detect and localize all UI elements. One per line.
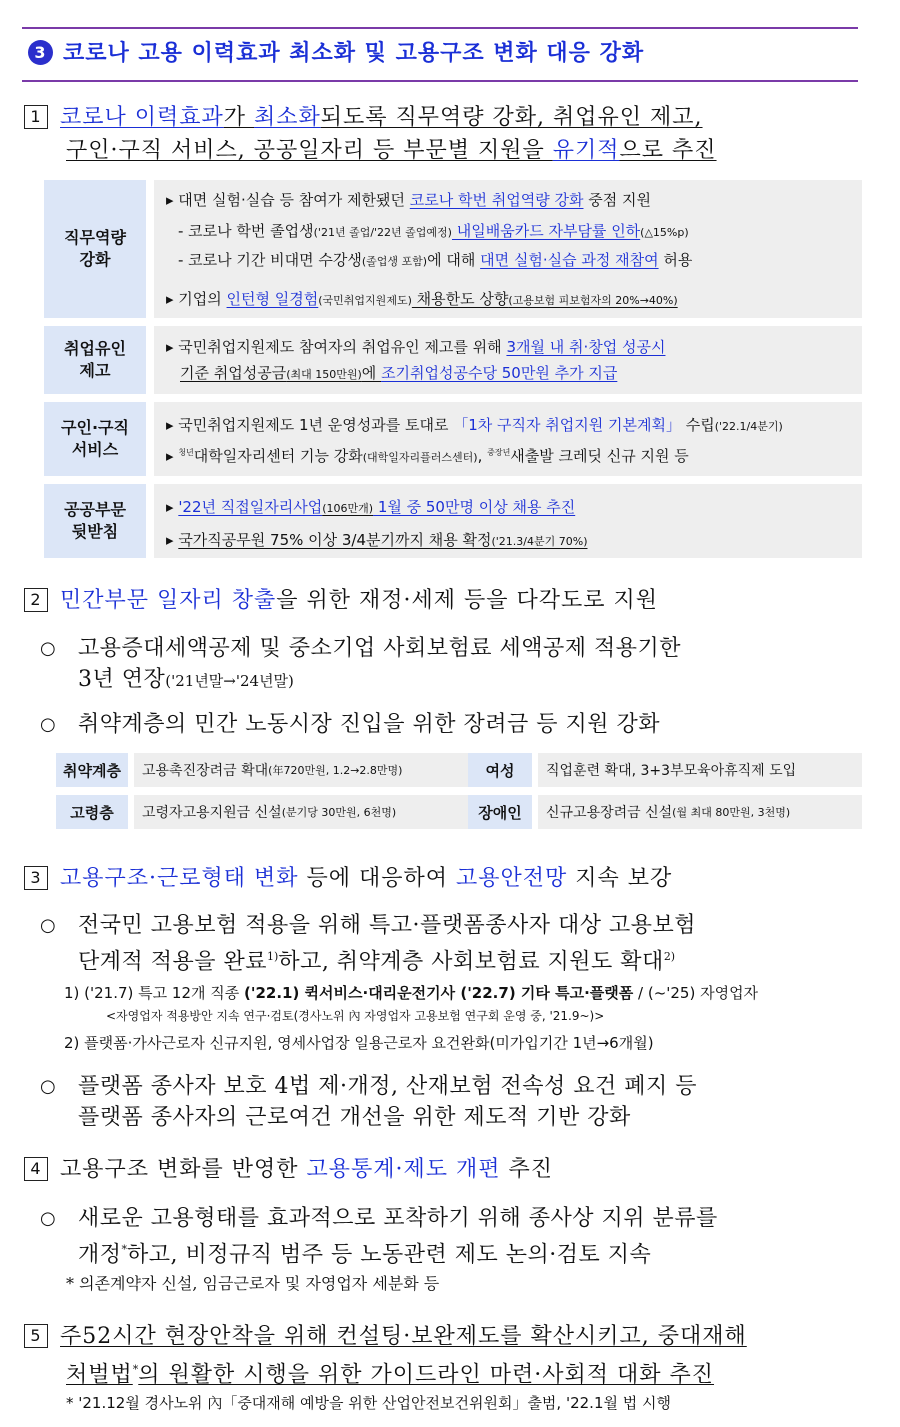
footnote: * '21.12월 경사노위 內「중대재해 예방을 위한 산업안전보건위원회」출범, '22.1월 법 시행	[66, 1394, 671, 1412]
text: 2) 플랫폼·가사근로자 신규지원, 영세사업장 일용근로자 요건완화(미가입기간 1년→6개월)	[64, 1034, 654, 1052]
text: ,	[477, 447, 488, 465]
superscript: *	[121, 1243, 128, 1256]
text: ▸ 국민취업지원제도 참여자의 취업유인 제고를 위해	[166, 338, 507, 356]
bullet-circle-icon: ○	[40, 1076, 57, 1097]
row-label	[44, 484, 146, 558]
highlight: 유기적	[552, 138, 620, 163]
small-text: (최대 150만원)	[286, 368, 362, 381]
text: 하고, 취약계층 사회보험료 지원도 확대	[278, 949, 664, 975]
superscript: *	[132, 1363, 139, 1376]
item-3	[24, 862, 864, 895]
highlight: '22년 직접일자리사업	[178, 498, 323, 516]
line	[180, 362, 617, 383]
small-text: ('21년말→'24년말)	[165, 672, 294, 690]
bullet	[40, 633, 864, 697]
small-text: (△15%p)	[640, 226, 689, 239]
small-text: ('21년 졸업/'22년 졸업예정)	[313, 226, 452, 239]
text: 하고, 비정규직 범주 등 노동관련 제도 논의·검토 지속	[127, 1242, 652, 1268]
text: 지속 보강	[567, 866, 673, 891]
line	[166, 529, 588, 550]
line	[166, 288, 678, 309]
bullet-circle-icon: ○	[40, 915, 57, 936]
text: 주52시간 현장안착을 위해 컨설팅·보완제도를 확산시키고, 중대재해	[60, 1324, 747, 1349]
line	[166, 414, 783, 435]
bullet	[40, 1071, 864, 1133]
small-text: (年720만원, 1.2→2.8만명)	[268, 764, 403, 777]
group-label: 여성	[468, 753, 532, 787]
row-label-text: 구인·구직 서비스	[61, 418, 129, 459]
text: 에	[361, 364, 382, 382]
text: 국가직공무원 75% 이상 3/4분기까지 채용 확정	[178, 531, 492, 549]
small-text: (고용보험 피보험자의 20%→40%)	[508, 294, 678, 307]
text: 단계적 적용을 완료	[78, 949, 268, 975]
text: 대학일자리센터 기능 강화	[193, 447, 363, 465]
text: 기준 취업성공금	[180, 364, 287, 382]
text: 고용구조 변화를 반영한	[60, 1157, 307, 1182]
group-content	[134, 795, 468, 829]
item-number-box: 1	[24, 105, 48, 129]
text: 3년 연장	[78, 667, 166, 692]
text: 되도록 직무역량 강화, 취업유인 제고,	[320, 105, 703, 130]
item-5	[24, 1320, 864, 1391]
highlight: 고용구조·근로형태 변화	[60, 866, 299, 891]
table-row	[44, 402, 862, 476]
row-content	[154, 402, 862, 476]
superscript: 2)	[663, 950, 676, 963]
small-text: (졸업생 포함)	[361, 255, 428, 268]
highlight: 1월 중 50만명 이상 채용 추진	[373, 498, 576, 516]
text: 에 대해	[427, 251, 481, 269]
footnote: * 의존계약자 신설, 임금근로자 및 자영업자 세분화 등	[66, 1274, 440, 1293]
item-2	[24, 584, 864, 617]
footnote	[64, 982, 864, 1055]
text: 새로운 고용형태를 효과적으로 포착하기 위해 종사상 지위 분류를	[78, 1206, 718, 1231]
target-group-grid	[56, 753, 862, 829]
text: 허용	[658, 251, 693, 269]
highlight: 코로나 학번 취업역량 강화	[409, 191, 584, 209]
item-number-box: 3	[24, 866, 48, 890]
group-content	[538, 795, 862, 829]
superscript: 1)	[267, 950, 279, 963]
table-row	[44, 326, 862, 394]
section-heading-title: 코로나 고용 이력효과 최소화 및 고용구조 변화 대응 강화	[63, 41, 645, 66]
row-content	[154, 326, 862, 394]
text: ▸ 대면 실험·실습 등 참여가 제한됐던	[166, 191, 410, 209]
circled-number-badge: 3	[28, 40, 53, 65]
text: 플랫폼 종사자의 근로여건 개선을 위한 제도적 기반 강화	[78, 1105, 631, 1130]
highlight: 3개월 내 취·창업 성공시	[506, 338, 666, 356]
text: 을 위한 재정·세제 등을 다각도로 지원	[276, 588, 659, 613]
text: 채용한도 상향	[411, 290, 509, 308]
text: 취약계층의 민간 노동시장 진입을 위한 장려금 등 지원 강화	[78, 712, 660, 737]
bullet	[40, 709, 864, 740]
text: ▸ 기업의	[166, 290, 227, 308]
table-row	[44, 180, 862, 318]
superscript: 중장년	[487, 448, 511, 457]
small-text: (대학일자리플러스센터)	[362, 451, 478, 464]
text: 플랫폼 종사자 보호 4법 제·개정, 산재보험 전속성 요건 폐지 등	[78, 1074, 697, 1099]
text: 고령자고용지원금 신설	[142, 805, 282, 821]
row-label	[44, 402, 146, 476]
text: 의 원활한 시행을 위한 가이드라인 마련·사회적 대화 추진	[138, 1362, 715, 1388]
superscript: 청년	[178, 448, 194, 457]
group-content	[538, 753, 862, 787]
line	[178, 220, 689, 241]
small-text: (국민취업지원제도)	[318, 294, 412, 307]
highlight: 고용안전망	[456, 866, 568, 891]
item-number-box: 2	[24, 588, 48, 612]
group-label: 취약계층	[56, 753, 128, 787]
small-text: (분기당 30만원, 6천명)	[281, 806, 397, 819]
text: 개정	[78, 1242, 122, 1268]
highlight: 내일배움카드 자부담률 인하	[451, 222, 641, 240]
text: 구인·구직 서비스, 공공일자리 등 부문별 지원을	[66, 138, 553, 163]
text: 직업훈련 확대, 3+3부모육아휴직제 도입	[546, 763, 797, 779]
text: 가	[223, 105, 255, 130]
small-text: ('21.3/4분기 70%)	[491, 535, 588, 548]
text: ▸	[166, 531, 179, 549]
highlight: 코로나 이력효과	[60, 105, 224, 130]
item-4	[24, 1153, 864, 1186]
table-row	[44, 484, 862, 558]
small-text: ('22.1/4분기)	[714, 420, 783, 433]
row-label-text: 공공부문 뒷받침	[64, 500, 126, 541]
row-label-text: 취업유인 제고	[64, 339, 126, 380]
text: 1) ('21.7) 특고 12개 직종	[64, 984, 244, 1002]
small-text: (106만개)	[322, 502, 374, 515]
small-text: <자영업자 적용방안 지속 연구·검토(경사노위 內 자영업자 고용보험 연구회 운영 중, '21.9~)>	[106, 1009, 605, 1023]
text: 으로 추진	[619, 138, 717, 163]
line	[166, 189, 651, 210]
text: - 코로나 학번 졸업생	[178, 222, 314, 240]
line	[40, 941, 864, 977]
row-content	[154, 484, 862, 558]
line	[178, 249, 692, 270]
line: ▸ '22년 직접일자리사업(106만개) 1월 중 50만명 이상 채용 추진	[166, 498, 576, 516]
text: 새출발 크레딧 신규 지원 등	[510, 447, 689, 465]
text: 수립	[680, 416, 715, 434]
top-rule	[22, 27, 858, 29]
highlight: 최소화	[254, 105, 321, 130]
text: ▸ 국민취업지원제도 1년 운영성과를 토대로	[166, 416, 454, 434]
heading-rule	[22, 80, 858, 82]
item-number-box: 4	[24, 1157, 48, 1181]
bold-text: ('22.1) 퀵서비스·대리운전기사 ('22.7) 기타 특고·플랫폼	[244, 984, 634, 1002]
group-label: 장애인	[468, 795, 532, 829]
highlight: 인턴형 일경험	[226, 290, 319, 308]
text: 추진	[500, 1157, 554, 1182]
text: 전국민 고용보험 적용을 위해 특고·플랫폼종사자 대상 고용보험	[78, 913, 697, 938]
highlight: 「1차 구직자 취업지원 기본계획」	[453, 416, 681, 434]
row-label	[44, 180, 146, 318]
line	[40, 1234, 864, 1270]
text: 처벌법	[66, 1362, 133, 1388]
bullet	[40, 1203, 864, 1270]
text: / (~'25) 자영업자	[633, 984, 759, 1002]
bullet-circle-icon: ○	[40, 1208, 57, 1229]
row-label-text: 직무역량 강화	[64, 228, 126, 269]
highlight: 조기취업성공수당 50만원 추가 지급	[381, 364, 618, 382]
bullet-circle-icon: ○	[40, 638, 57, 659]
line: ▸ $^{청년}$대학일자리센터 기능 강화(대학일자리플러스센터), $^{중장년}$새출발 크레딧 신규 지원 등	[166, 447, 689, 465]
text: 중점 지원	[583, 191, 651, 209]
highlight: 민간부문 일자리 창출	[60, 588, 277, 613]
text: - 코로나 기간 비대면 수강생	[178, 251, 362, 269]
row-label	[44, 326, 146, 394]
highlight: 대면 실험·실습 과정 재참여	[480, 251, 659, 269]
item-number-box: 5	[24, 1324, 48, 1348]
section-heading	[28, 36, 644, 67]
group-content	[134, 753, 468, 787]
line	[166, 336, 665, 357]
row-content	[154, 180, 862, 318]
small-text: (월 최대 80만원, 3천명)	[672, 806, 791, 819]
text: 고용증대세액공제 및 중소기업 사회보험료 세액공제 적용기한	[78, 636, 682, 661]
highlight: 고용통계·제도 개편	[306, 1157, 501, 1182]
line	[40, 664, 864, 697]
bullet	[40, 910, 864, 977]
text: 신규고용장려금 신설	[546, 805, 673, 821]
group-label: 고령층	[56, 795, 128, 829]
text: 고용촉진장려금 확대	[142, 763, 269, 779]
item-1	[24, 101, 864, 167]
text: 등에 대응하여	[298, 866, 457, 891]
bullet-circle-icon: ○	[40, 714, 57, 735]
